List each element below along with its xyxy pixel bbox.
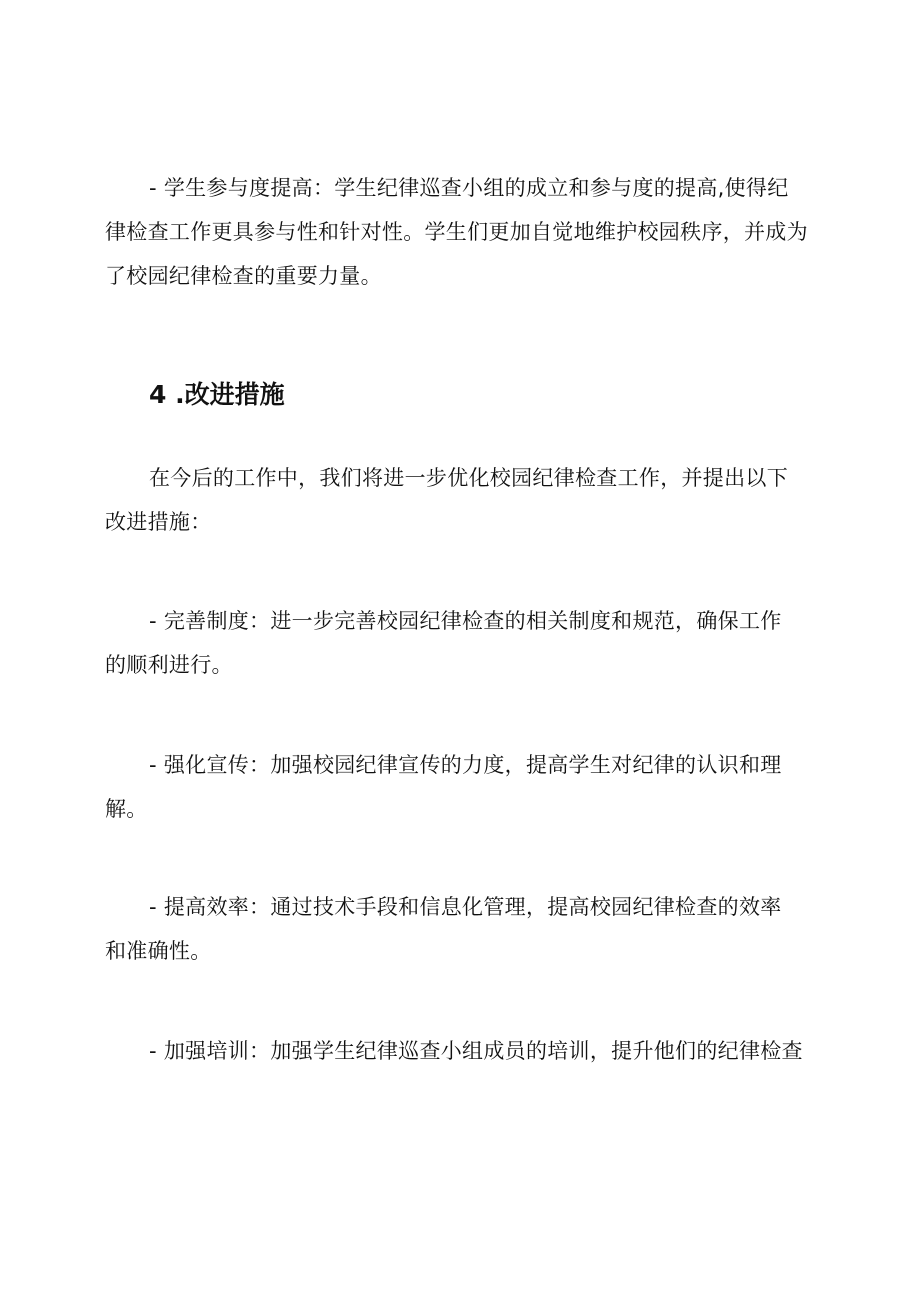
text-line: 律检查工作更具参与性和针对性。学生们更加自觉地维护校园秩序，并成为 bbox=[105, 220, 808, 244]
text-line: - 完善制度：进一步完善校园纪律检查的相关制度和规范，确保工作 bbox=[149, 609, 782, 633]
measure-item-training bbox=[105, 1029, 805, 1073]
text-line: - 加强培训：加强学生纪律巡查小组成员的培训，提升他们的纪律检查 bbox=[149, 1039, 803, 1063]
intro-paragraph bbox=[105, 456, 805, 544]
text-line: 解。 bbox=[105, 797, 148, 821]
participation-paragraph bbox=[105, 166, 808, 298]
measure-item-system bbox=[105, 599, 805, 687]
text-line: 改进措施： bbox=[105, 510, 212, 534]
section-heading: 4 .改进措施 bbox=[149, 380, 285, 409]
text-line: - 学生参与度提高：学生纪律巡查小组的成立和参与度的提高,使得纪 bbox=[149, 176, 789, 200]
text-line: 和准确性。 bbox=[105, 939, 212, 963]
text-line: 在今后的工作中，我们将进一步优化校园纪律检查工作，并提出以下 bbox=[149, 466, 788, 490]
text-line: - 提高效率：通过技术手段和信息化管理，提高校园纪律检查的效率 bbox=[149, 895, 782, 919]
text-line: 的顺利进行。 bbox=[105, 653, 233, 677]
text-line: - 强化宣传：加强校园纪律宣传的力度，提高学生对纪律的认识和理 bbox=[149, 753, 782, 777]
measure-item-publicity bbox=[105, 743, 805, 831]
measure-item-efficiency bbox=[105, 885, 805, 973]
text-line: 了校园纪律检查的重要力量。 bbox=[105, 264, 382, 288]
